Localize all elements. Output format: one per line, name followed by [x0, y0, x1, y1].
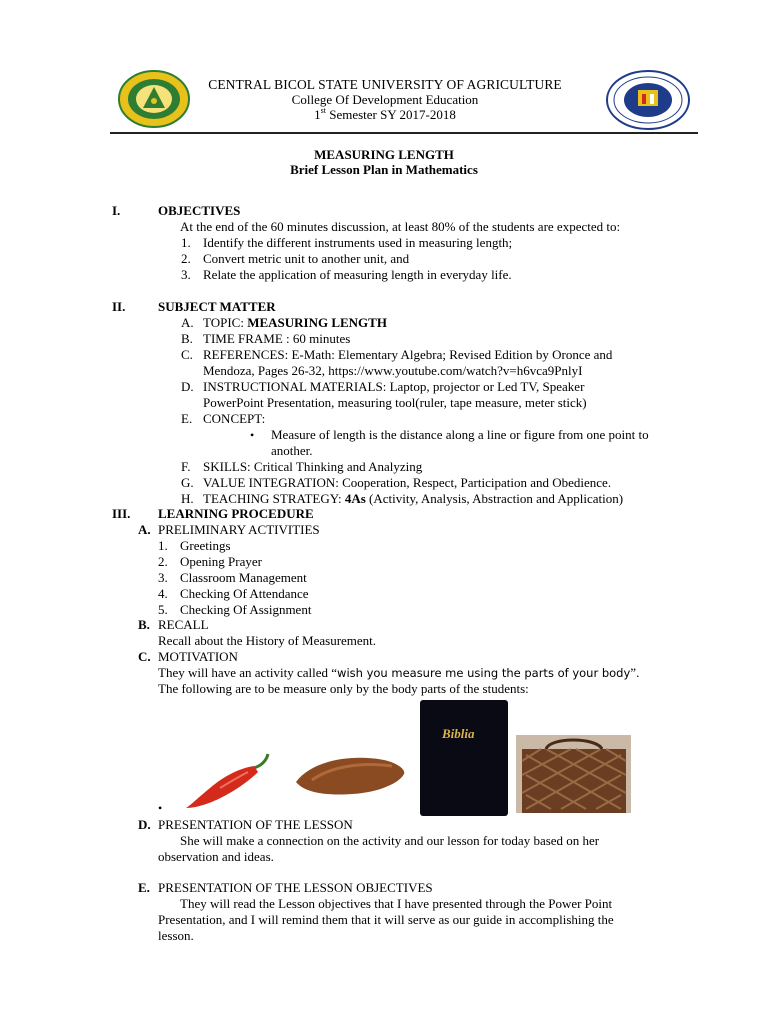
- values-line: VALUE INTEGRATION: Cooperation, Respect, Participation and Obedience.: [203, 475, 612, 490]
- list-number: 3.: [158, 570, 168, 585]
- list-number: 2.: [158, 554, 168, 569]
- semester-line: 1st Semester SY 2017-2018: [314, 106, 456, 122]
- college-name: College Of Development Education: [291, 92, 479, 107]
- book-title: Biblia: [442, 726, 475, 741]
- concept-text: Measure of length is the distance along a line or figure from one point to: [271, 427, 649, 442]
- presentation-text: She will make a connection on the activity and our lesson for today based on her: [180, 833, 600, 848]
- sub-letter: E.: [138, 880, 150, 895]
- sub-letter: D.: [138, 817, 151, 832]
- list-letter: D.: [181, 379, 194, 394]
- chili-pepper-image: [180, 748, 276, 814]
- concept-text-2: another.: [271, 443, 313, 458]
- objectives-presentation-text-2: Presentation, and I will remind them that it will serve as our guide in accomplishing the: [158, 912, 614, 927]
- list-letter: G.: [181, 475, 194, 490]
- list-item: Classroom Management: [180, 570, 307, 585]
- lesson-subtitle: Brief Lesson Plan in Mathematics: [290, 162, 478, 177]
- preliminary-heading: PRELIMINARY ACTIVITIES: [158, 522, 320, 537]
- section-heading-learning-procedure: LEARNING PROCEDURE: [158, 506, 314, 521]
- list-item: Identify the different instruments used in measuring length;: [203, 235, 513, 250]
- list-item: Convert metric unit to another unit, and: [203, 251, 410, 266]
- list-letter: E.: [181, 411, 193, 426]
- motivation-text-2: The following are to be measure only by the body parts of the students:: [158, 681, 529, 696]
- list-item: Relate the application of measuring length in everyday life.: [203, 267, 512, 282]
- pili-nut-image: [292, 752, 410, 796]
- section-number: I.: [112, 203, 121, 218]
- sub-letter: A.: [138, 522, 151, 537]
- list-item: Checking Of Attendance: [180, 586, 309, 601]
- list-letter: A.: [181, 315, 194, 330]
- recall-heading: RECALL: [158, 617, 209, 632]
- list-item: Opening Prayer: [180, 554, 262, 569]
- list-letter: H.: [181, 491, 194, 506]
- concept-label: CONCEPT:: [203, 411, 266, 426]
- motivation-text: They will have an activity called “wish you measure me using the parts of your body”.: [158, 665, 640, 680]
- references-line: REFERENCES: E-Math: Elementary Algebra; Revised Edition by Oronce and: [203, 347, 613, 362]
- lesson-title: MEASURING LENGTH: [314, 147, 454, 162]
- section-number: III.: [112, 506, 131, 521]
- sub-letter: C.: [138, 649, 151, 664]
- list-letter: C.: [181, 347, 193, 362]
- list-number: 4.: [158, 586, 168, 601]
- list-number: 3.: [181, 267, 191, 282]
- list-number: 5.: [158, 602, 168, 617]
- section-number: II.: [112, 299, 126, 314]
- bullet-icon: •: [158, 801, 163, 815]
- list-item: Checking Of Assignment: [180, 602, 312, 617]
- time-frame-line: TIME FRAME : 60 minutes: [203, 331, 351, 346]
- university-name: CENTRAL BICOL STATE UNIVERSITY OF AGRICULTURE: [208, 77, 562, 92]
- references-line-2: Mendoza, Pages 26-32, https://www.youtube.com/watch?v=h6vca9PnlyI: [203, 363, 583, 378]
- materials-line: INSTRUCTIONAL MATERIALS: Laptop, projector or Led TV, Speaker: [203, 379, 585, 394]
- woven-bag-image: [516, 735, 631, 813]
- list-letter: F.: [181, 459, 191, 474]
- list-number: 1.: [181, 235, 191, 250]
- section-heading-subject-matter: SUBJECT MATTER: [158, 299, 276, 314]
- bullet-icon: •: [250, 428, 255, 442]
- skills-line: SKILLS: Critical Thinking and Analyzing: [203, 459, 423, 474]
- section-heading-objectives: OBJECTIVES: [158, 203, 241, 218]
- list-number: 2.: [181, 251, 191, 266]
- materials-line-2: PowerPoint Presentation, measuring tool(ruler, tape measure, meter stick): [203, 395, 587, 410]
- strategy-line: TEACHING STRATEGY: 4As (Activity, Analysis, Abstraction and Application): [203, 491, 624, 506]
- presentation-text-2: observation and ideas.: [158, 849, 274, 864]
- sub-letter: B.: [138, 617, 150, 632]
- recall-text: Recall about the History of Measurement.: [158, 633, 377, 648]
- objectives-presentation-text: They will read the Lesson objectives that I have presented through the Power Point: [180, 896, 613, 911]
- objectives-intro: At the end of the 60 minutes discussion, at least 80% of the students are expected to:: [180, 219, 621, 234]
- presentation-heading: PRESENTATION OF THE LESSON: [158, 817, 353, 832]
- bible-book-image: [420, 700, 508, 816]
- list-number: 1.: [158, 538, 168, 553]
- objectives-presentation-text-3: lesson.: [158, 928, 194, 943]
- objectives-presentation-heading: PRESENTATION OF THE LESSON OBJECTIVES: [158, 880, 433, 895]
- list-item: Greetings: [180, 538, 231, 553]
- topic-line: TOPIC: MEASURING LENGTH: [203, 315, 387, 330]
- list-letter: B.: [181, 331, 193, 346]
- header-divider: [110, 132, 698, 134]
- motivation-heading: MOTIVATION: [158, 649, 238, 664]
